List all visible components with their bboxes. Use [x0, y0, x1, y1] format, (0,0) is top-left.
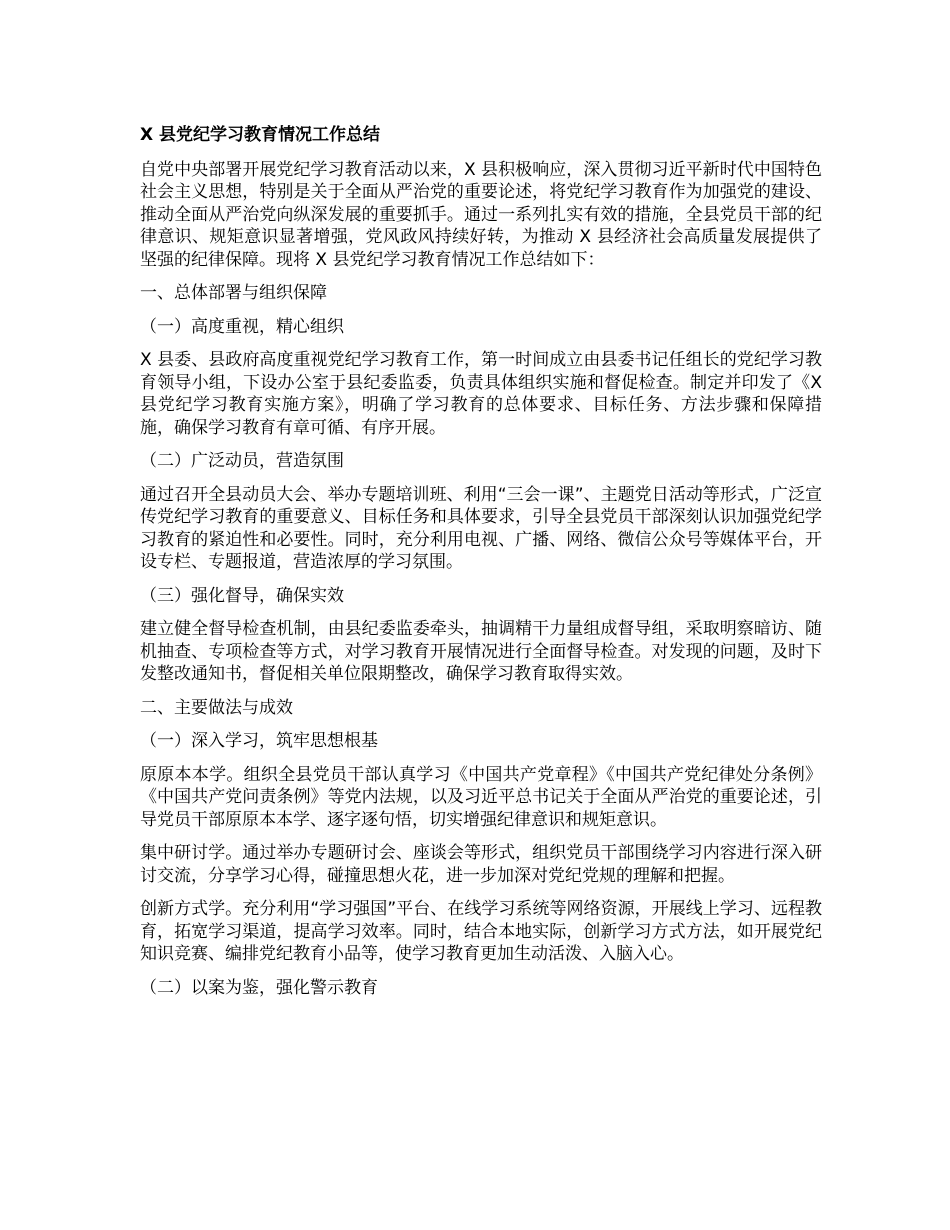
paragraph-supervision: 建立健全督导检查机制，由县纪委监委牵头，抽调精干力量组成督导组，采取明察暗访、随机抽查、专项检查等方式，对学习教育开展情况进行全面督导检查。对发现的问题，及时下发整改通知书，督促相关单位限期整改，确保学习教育取得实效。 — [140, 619, 822, 684]
subheading-in-depth-study: （一）深入学习，筑牢思想根基 — [140, 731, 378, 751]
paragraph-original-study: 原原本本学。组织全县党员干部认真学习《中国共产党章程》《中国共产党纪律处分条例》《中国共产党问责条例》等党内法规，以及习近平总书记关于全面从严治党的重要论述，引导党员干部原原本本学、逐字逐句悟，切实增强纪律意识和规矩意识。 — [140, 764, 822, 830]
subheading-warning-education: （二）以案为鉴，强化警示教育 — [140, 977, 378, 998]
subheading-supervision: （三）强化督导，确保实效 — [140, 585, 344, 606]
section-heading-main-practices: 二、主要做法与成效 — [140, 697, 293, 718]
paragraph-high-attention: X 县委、县政府高度重视党纪学习教育工作，第一时间成立由县委书记任组长的党纪学习教育领导小组，下设办公室于县纪委监委，负责具体组织实施和督促检查。制定并印发了《X 县党纪学习教育实施方案》，明确了学习教育的总体要求、目标任务、方法步骤和保障措施，确保学习教育有章可循、有序开展。 — [140, 350, 822, 438]
section-heading-overall-deployment: 一、总体部署与组织保障 — [140, 283, 327, 303]
paragraph-mobilization: 通过召开全县动员大会、举办专题培训班、利用“三会一课”、主题党日活动等形式，广泛宣传党纪学习教育的重要意义、目标任务和具体要求，引导全县党员干部深刻认识加强党纪学习教育的紧迫性和必要性。同时，充分利用电视、广播、网络、微信公众号等媒体平台，开设专栏、专题报道，营造浓厚的学习氛围。 — [140, 484, 822, 572]
document-page — [140, 124, 822, 1010]
paragraph-innovative-study: 创新方式学。充分利用“学习强国”平台、在线学习系统等网络资源，开展线上学习、远程教育，拓宽学习渠道，提高学习效率。同时，结合本地实际，创新学习方式方法，如开展党纪知识竞赛、编排党纪教育小品等，使学习教育更加生动活泼、入脑入心。 — [140, 899, 822, 964]
subheading-high-attention: （一）高度重视，精心组织 — [140, 316, 344, 337]
subheading-mobilization: （二）广泛动员，营造氛围 — [140, 451, 344, 471]
intro-paragraph: 自党中央部署开展党纪学习教育活动以来，X 县积极响应，深入贯彻习近平新时代中国特色社会主义思想，特别是关于全面从严治党的重要论述，将党纪学习教育作为加强党的建设、推动全面从严治党向纵深发展的重要抓手。通过一系列扎实有效的措施，全县党员干部的纪律意识、规矩意识显著增强，党风政风持续好转，为推动 X 县经济社会高质量发展提供了坚强的纪律保障。现将 X 县党纪学习教育情况工作总结如下： — [140, 159, 822, 270]
paragraph-centralized-discussion: 集中研讨学。通过举办专题研讨会、座谈会等形式，组织党员干部围绕学习内容进行深入研讨交流，分享学习心得，碰撞思想火花，进一步加深对党纪党规的理解和把握。 — [140, 843, 822, 886]
document-title: X 县党纪学习教育情况工作总结 — [140, 125, 381, 145]
